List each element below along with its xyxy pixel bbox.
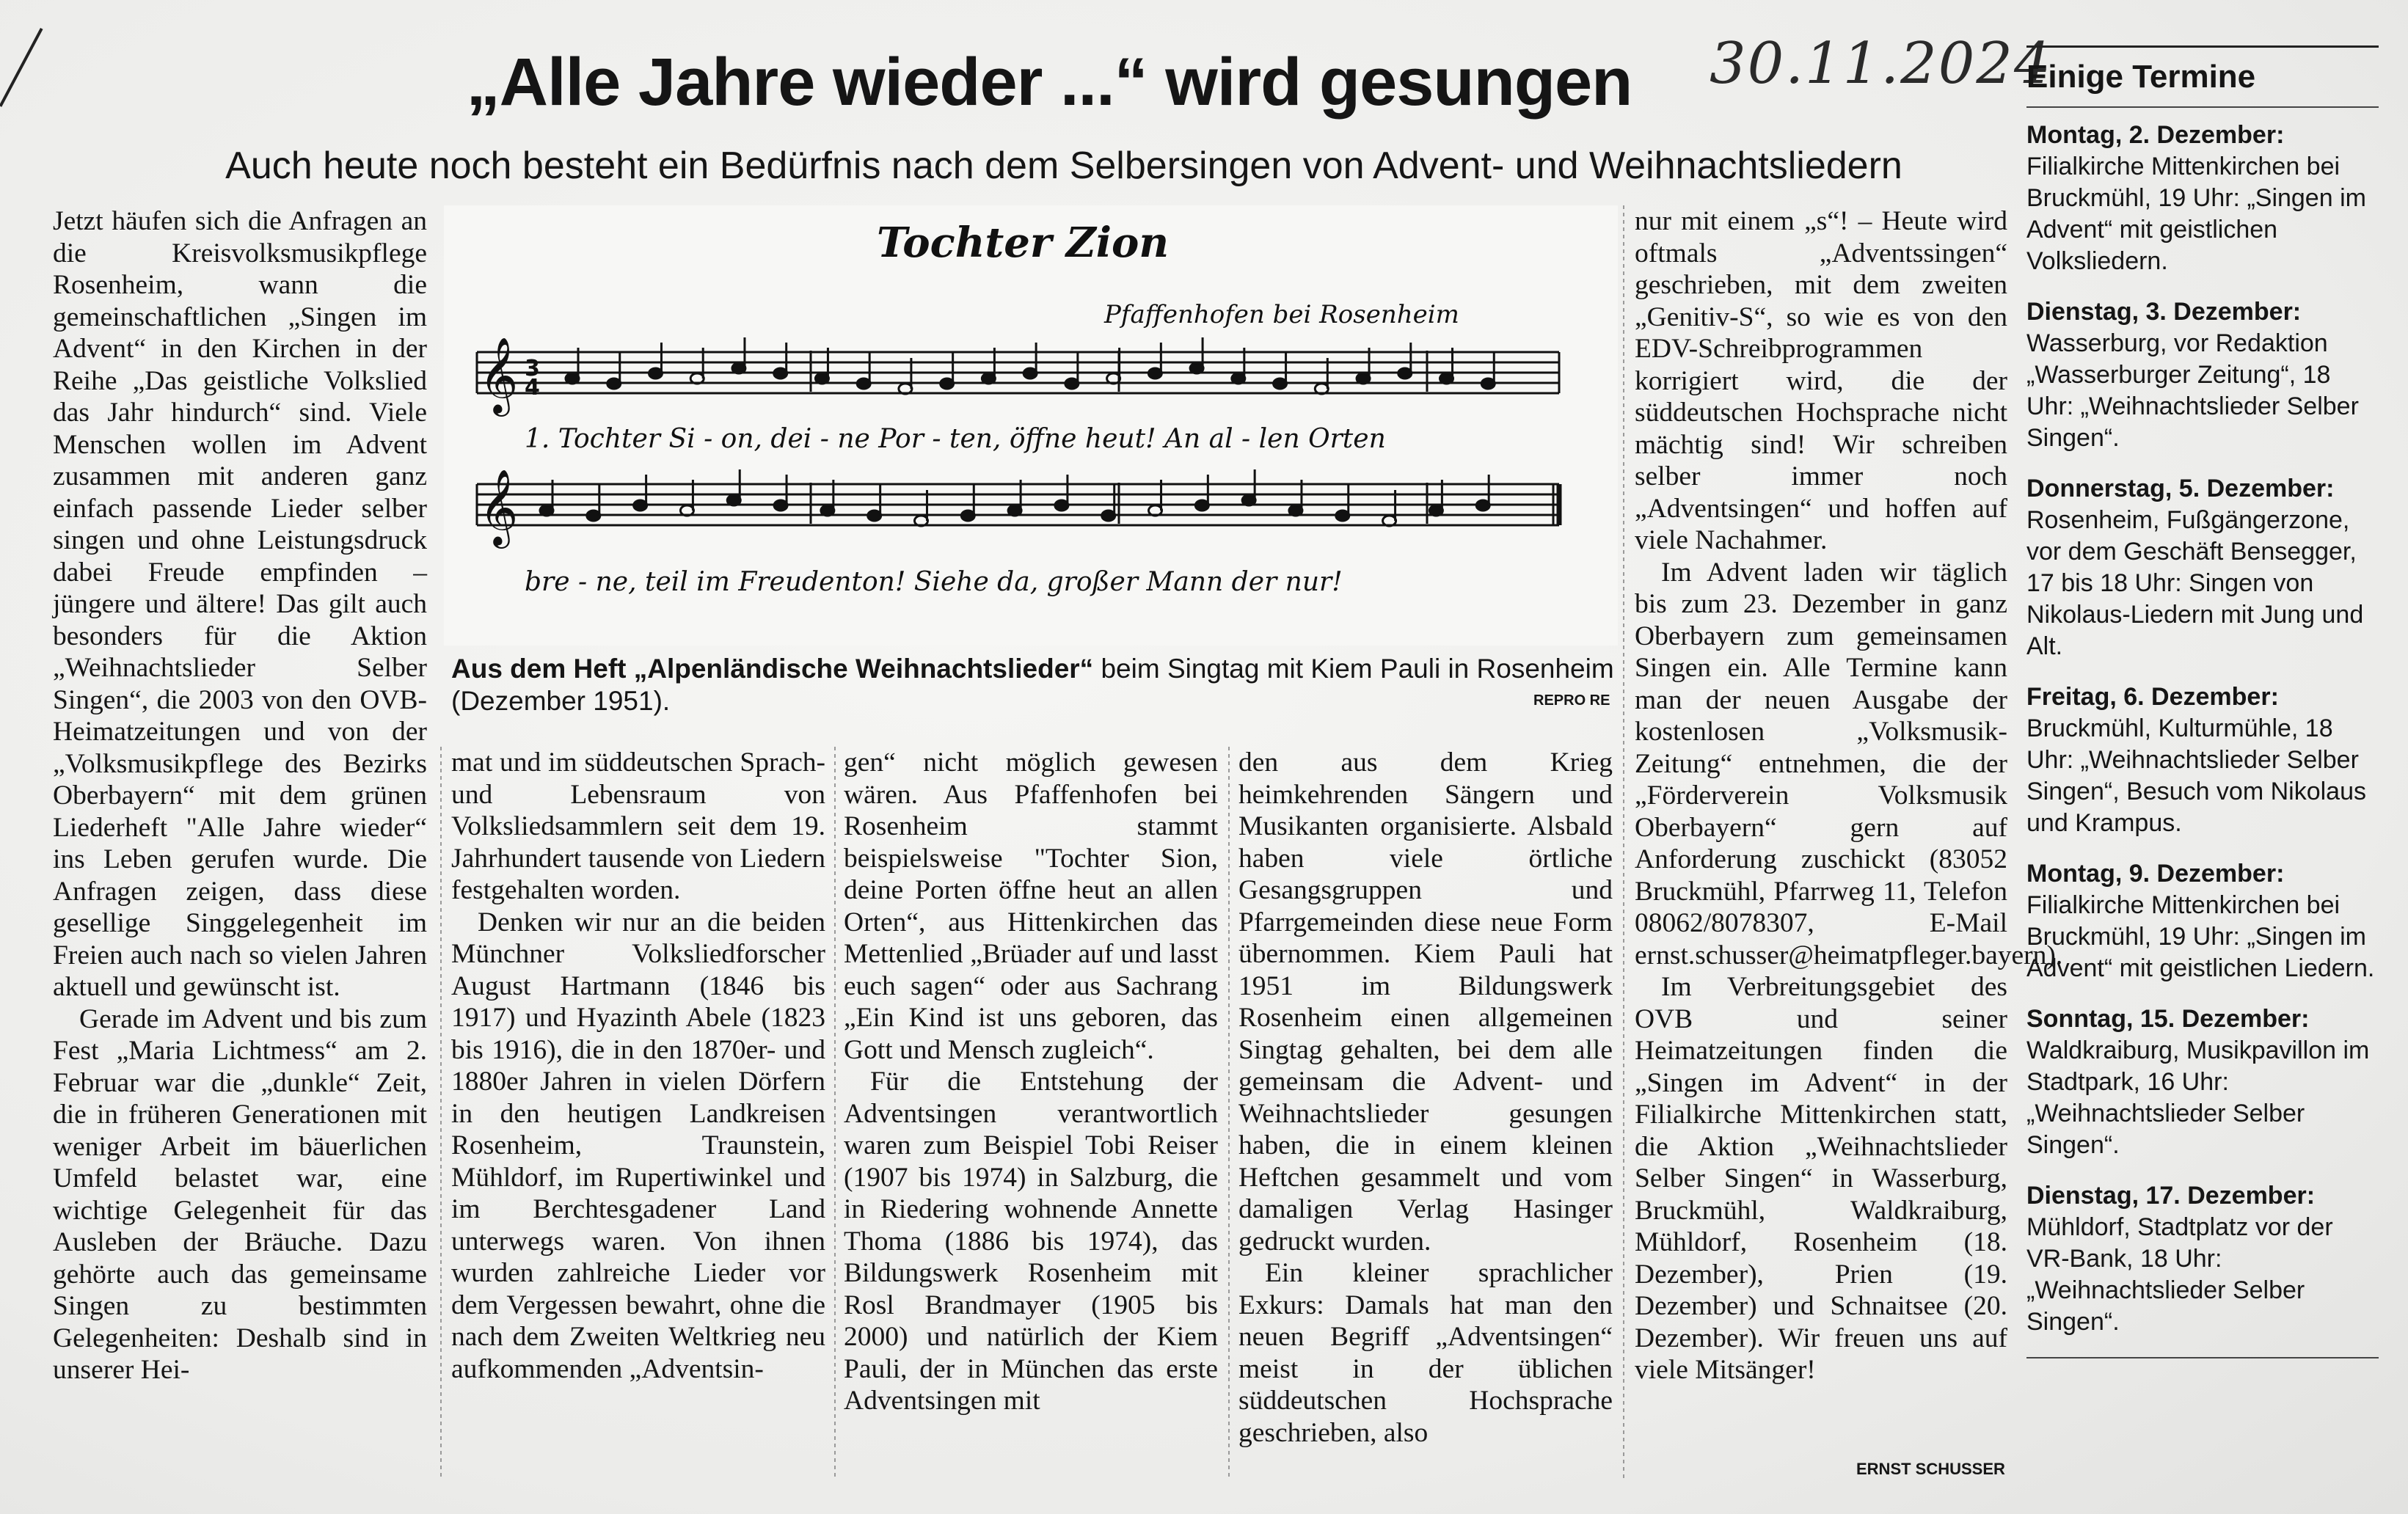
note-head bbox=[1195, 500, 1208, 511]
note-head bbox=[982, 373, 995, 384]
headline: „Alle Jahre wieder ...“ wird gesungen bbox=[466, 45, 1632, 120]
paragraph: nur mit einem „s“! – Heute wird oftmals „Adventssingen“ geschrieben, mit dem zweiten „Genitiv-S“, so wie es von den EDV-Schreibprogrammen korrigiert wird, die der süddeutschen Hochsprache nicht mächtig sind! Wir schreiben selber immer noch „Adventsingen“ und hoffen auf viele Nachahmer. bbox=[1635, 206, 2007, 555]
paragraph: Im Verbreitungsgebiet des OVB und seiner Heimatzeitungen finden die „Singen im Advent“ in der Filialkirche Mittenkirchen statt, die Aktion „Weihnachtslieder Selber Singen“ in Wasserburg, Bruckmühl, Waldkraiburg, Mühldorf, Rosenheim (18. Dezember), Prien (19. Dezember) und Schnaitsee (20. Dezember). Wir freuen uns auf viele Mitsänger! bbox=[1635, 972, 2007, 1385]
note-head bbox=[1357, 373, 1370, 384]
note-head bbox=[1148, 368, 1161, 378]
event-date: Montag, 2. Dezember: bbox=[2026, 121, 2285, 149]
event-item bbox=[2026, 681, 2379, 839]
article-column-5 bbox=[1635, 205, 2063, 1386]
event-item bbox=[2026, 296, 2379, 454]
svg-text:3: 3 bbox=[525, 356, 540, 381]
column-divider bbox=[440, 747, 442, 1480]
event-item bbox=[2026, 1180, 2379, 1338]
event-date: Dienstag, 17. Dezember: bbox=[2026, 1182, 2316, 1210]
note-head bbox=[1289, 505, 1302, 516]
paragraph: gen“ nicht möglich gewesen wären. Aus Pfaffenhofen bei Rosenheim stammt beispielsweise "Tochter Sion, deine Porten öffne heut an allen Orten“, aus Hittenkirchen das Mettenlied „Brüader auf und lasst euch sagen“ oder aus Sachrang „Ein Kind ist uns geboren, das Gott und Mensch zugleich“. bbox=[844, 747, 1218, 1065]
note-head bbox=[732, 363, 745, 373]
note-head bbox=[608, 378, 621, 389]
paragraph: Ein kleiner sprachlicher Exkurs: Damals hat man den neuen Begriff „Adventsingen“ meist in der üblichen süddeutschen Hochsprache geschrieben, also bbox=[1238, 1258, 1613, 1448]
event-item bbox=[2026, 473, 2379, 662]
event-date: Freitag, 6. Dezember: bbox=[2026, 683, 2279, 711]
note-head bbox=[1398, 368, 1412, 378]
note-head bbox=[1429, 505, 1442, 516]
note-head bbox=[649, 368, 662, 378]
note-head bbox=[1476, 500, 1489, 511]
event-text: Rosenheim, Fußgängerzone, vor dem Geschäft Bensegger, 17 bis 18 Uhr: Singen von Nikolaus-Liedern mit Jung und Alt. bbox=[2026, 506, 2364, 660]
svg-text:𝄞: 𝄞 bbox=[479, 337, 519, 414]
event-text: Wasserburg, vor Redaktion „Wasserburger Zeitung“, 18 Uhr: „Weihnachtslieder Selber Singen“. bbox=[2026, 329, 2359, 452]
music-score-figure bbox=[444, 205, 1618, 646]
article-column-1 bbox=[53, 205, 427, 1386]
note-head bbox=[821, 505, 834, 516]
note-head bbox=[1232, 373, 1245, 384]
note-head bbox=[634, 500, 647, 511]
event-date: Dienstag, 3. Dezember: bbox=[2026, 298, 2302, 326]
note-head bbox=[1190, 363, 1203, 373]
sidebar-top-rule bbox=[2026, 45, 2379, 48]
music-score-image bbox=[444, 205, 1618, 646]
events-sidebar bbox=[2026, 45, 2379, 1358]
note-head bbox=[1274, 378, 1287, 389]
lyric-line-1: 1. Tochter Si - on, dei - ne Por - ten, öffne heut! An al - len Orten bbox=[525, 424, 1386, 454]
note-head bbox=[1055, 500, 1068, 511]
note-head bbox=[774, 500, 787, 511]
author-byline: ERNST SCHUSSER bbox=[1856, 1460, 2005, 1478]
caption-text: beim Singtag mit Kiem Pauli in Rosenheim (Dezember 1951). bbox=[451, 654, 1614, 716]
article-column-3 bbox=[844, 747, 1218, 1417]
note-head bbox=[815, 373, 828, 384]
event-date: Sonntag, 15. Dezember: bbox=[2026, 1005, 2310, 1033]
paragraph: mat und im süddeutschen Sprach- und Lebensraum von Volksliedsammlern seit dem 19. Jahrhundert tausende von Liedern festgehalten worden. bbox=[451, 747, 825, 905]
event-date: Donnerstag, 5. Dezember: bbox=[2026, 475, 2335, 502]
article-column-4 bbox=[1238, 747, 1613, 1449]
event-item bbox=[2026, 120, 2379, 277]
event-item bbox=[2026, 1003, 2379, 1161]
figure-caption bbox=[451, 653, 1614, 717]
paragraph: Gerade im Advent und bis zum Fest „Maria Lichtmess“ am 2. Februar war die „dunkle“ Zeit, die in früheren Generationen mit weniger Arbeit im bäuerlichen Umfeld belastet war, eine wichtige Gelegenheit für das Ausleben der Bräuche. Dazu gehörte auch das gemeinsame Singen zu bestimmten Gelegenheiten: Deshalb sind in unserer Hei- bbox=[53, 1003, 427, 1385]
event-text: Filialkirche Mittenkirchen bei Bruckmühl, 19 Uhr: „Singen im Advent“ mit geistlichen Liedern. bbox=[2026, 891, 2375, 982]
column-divider bbox=[834, 747, 836, 1480]
event-text: Bruckmühl, Kulturmühle, 18 Uhr: „Weihnachtslieder Selber Singen“, Besuch vom Nikolaus und Krampus. bbox=[2026, 714, 2367, 837]
event-text: Filialkirche Mittenkirchen bei Bruckmühl, 19 Uhr: „Singen im Advent“ mit geistlichen Volksliedern. bbox=[2026, 153, 2366, 275]
event-text: Waldkraiburg, Musikpavillon im Stadtpark, 16 Uhr: „Weihnachtslieder Selber Singen“. bbox=[2026, 1036, 2370, 1159]
sidebar-title: Einige Termine bbox=[2026, 55, 2379, 108]
note-head bbox=[774, 368, 787, 378]
event-list bbox=[2026, 120, 2379, 1338]
note-head bbox=[566, 373, 579, 384]
note-head bbox=[727, 495, 740, 505]
photo-credit: REPRO RE bbox=[1533, 692, 1610, 709]
note-head bbox=[1440, 373, 1453, 384]
column-divider bbox=[1623, 205, 1624, 1482]
note-head bbox=[1065, 378, 1079, 389]
paragraph: Im Advent laden wir täglich bis zum 23. Dezember in ganz Oberbayern zum gemeinsamen Singen ein. Alle Termine kann man der neuen Ausgabe der kostenlosen „Volksmusik-Zeitung“ entnehmen, die der „Förderverein Volksmusik Oberbayern“ gern auf Anforderung zuschickt (83052 Bruckmühl, Pfarrweg 11, Telefon 08062/8078307, E-Mail ernst.schusser@heimatpfleger.bayern). bbox=[1635, 557, 2063, 970]
caption-bold: Aus dem Heft „Alpenländische Weihnachtslieder“ bbox=[451, 654, 1094, 684]
subheadline: Auch heute noch besteht ein Bedürfnis nach dem Selbersingen von Advent- und Weihnachtsliedern bbox=[225, 145, 1902, 187]
article-column-2 bbox=[451, 747, 825, 1385]
note-head bbox=[1242, 495, 1255, 505]
note-head bbox=[941, 378, 954, 389]
handwritten-date: 30.11.2024 bbox=[1710, 31, 2052, 97]
note-head bbox=[540, 505, 553, 516]
note-head bbox=[1024, 368, 1037, 378]
note-head bbox=[1481, 378, 1495, 389]
lyric-line-2: bre - ne, teil im Freudenton! Siehe da, großer Mann der nur! bbox=[525, 567, 1343, 597]
svg-text:4: 4 bbox=[525, 375, 540, 401]
paragraph: den aus dem Krieg heimkehrenden Sängern und Musikanten organisierte. Alsbald haben viele örtliche Gesangsgruppen und Pfarrgemeinden diese neue Form übernommen. Kiem Pauli hat 1951 im Bildungswerk Rosenheim einen allgemeinen Singtag gehalten, bei dem alle gemeinsam die Advent- und Weihnachtslieder gesungen haben, die in einem kleinen Heftchen gesammelt und vom damaligen Verlag Hasinger gedruckt wurden. bbox=[1238, 747, 1613, 1257]
event-text: Mühldorf, Stadtplatz vor der VR-Bank, 18 Uhr: „Weihnachtslieder Selber Singen“. bbox=[2026, 1213, 2333, 1336]
note-head bbox=[961, 511, 974, 521]
note-head bbox=[868, 511, 881, 521]
note-head bbox=[1008, 505, 1021, 516]
note-head bbox=[1336, 511, 1349, 521]
event-date: Montag, 9. Dezember: bbox=[2026, 860, 2285, 888]
event-item bbox=[2026, 858, 2379, 984]
paragraph: Für die Entstehung der Adventsingen verantwortlich waren zum Beispiel Tobi Reiser (1907 bis 1974) in Salzburg, die in Riedering wohnende Annette Thoma (1886 bis 1974), das Bildungswerk Rosenheim mit Rosl Brandmayer (1905 bis 2000) und natürlich der Kiem Pauli, der in München das erste Adventsingen mit bbox=[844, 1067, 1218, 1416]
score-origin: Pfaffenhofen bei Rosenheim bbox=[1104, 300, 1459, 329]
sidebar-bottom-rule bbox=[2026, 1357, 2379, 1358]
paragraph: Jetzt häufen sich die Anfragen an die Kreisvolksmusikpflege Rosenheim, wann die gemeinschaftlichen „Singen im Advent“ in den Kirchen in der Reihe „Das geistliche Volkslied das Jahr hindurch“ sind. Viele Menschen wollen im Advent zusammen mit anderen ganz einfach passende Lieder selber singen und ohne Leistungsdruck dabei Freude empfinden – jüngere und ältere! Das gilt auch besonders für die Aktion „Weihnachtslieder Selber Singen“, die 2003 von den OVB-Heimatzeitungen und von der „Volksmusikpflege des Bezirks Oberbayern“ mit dem grünen Liederheft "Alle Jahre wieder“ ins Leben gerufen wurde. Die Anfragen zeigen, dass diese gesellige Singgelegenheit im Freien auch nach so vielen Jahren aktuell und gewünscht ist. bbox=[53, 206, 427, 1002]
note-head bbox=[1102, 511, 1115, 521]
column-divider bbox=[1228, 747, 1230, 1480]
note-head bbox=[587, 511, 600, 521]
paragraph: Denken wir nur an die beiden Münchner Volksliedforscher August Hartmann (1846 bis 1917) und Hyazinth Abele (1823 bis 1916), die in den 1870er- und 1880er Jahren in vielen Dörfern in den heutigen Landkreisen Rosenheim, Traunstein, Mühldorf, im Rupertiwinkel und im Berchtesgadener Land unterwegs waren. Von ihnen wurden zahlreiche Lieder vor dem Vergessen bewahrt, ohne die nach dem Zweiten Weltkrieg neu aufkommenden „Adventsin- bbox=[451, 907, 825, 1384]
note-head bbox=[857, 378, 870, 389]
svg-text:𝄞: 𝄞 bbox=[479, 469, 519, 546]
score-title: Tochter Zion bbox=[877, 219, 1170, 267]
